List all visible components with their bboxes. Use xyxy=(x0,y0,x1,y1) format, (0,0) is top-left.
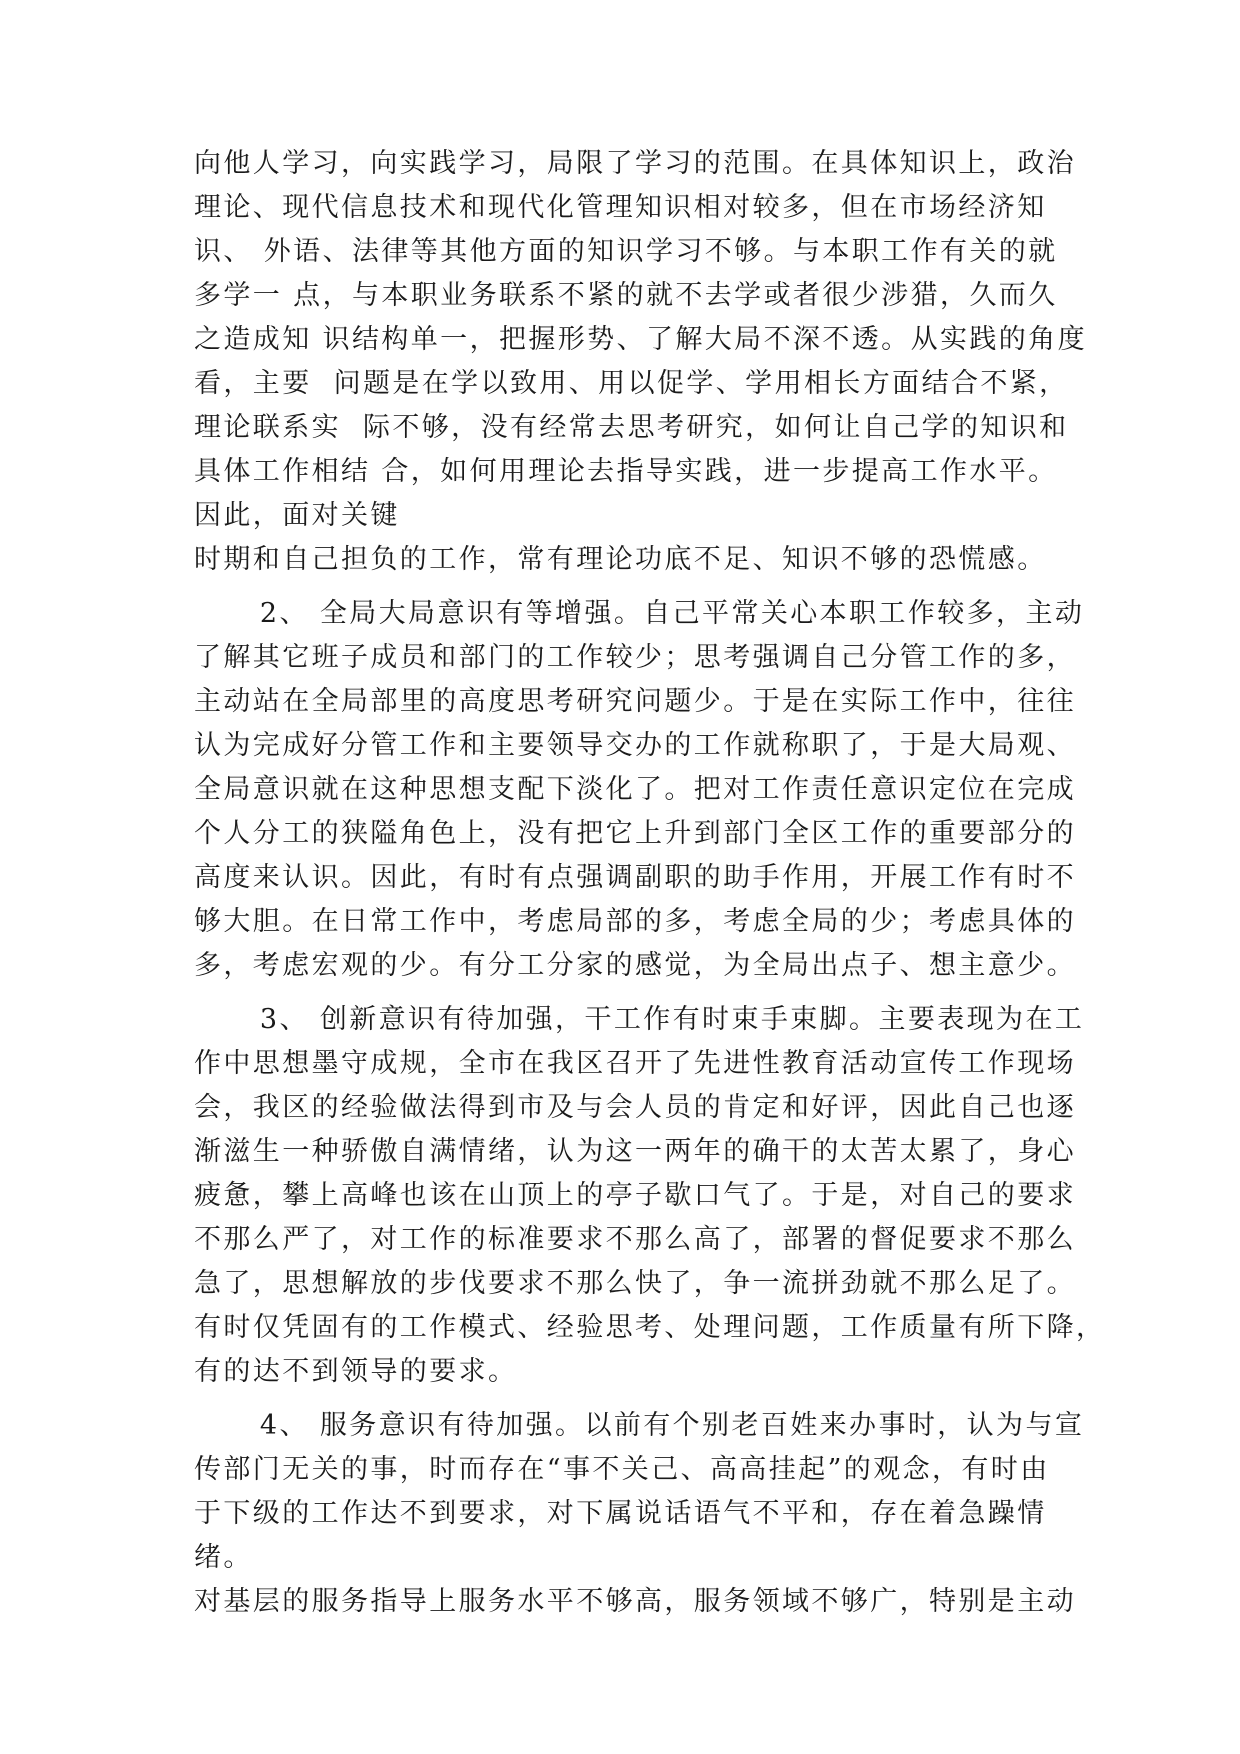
text-line: 高度来认识。因此，有时有点强调副职的助手作用，开展工作有时不 xyxy=(194,862,1076,893)
text-line: 会，我区的经验做法得到市及与会人员的肯定和好评，因此自己也逐 xyxy=(194,1092,1076,1123)
text-line: 作中思想墨守成规，全市在我区召开了先进性教育活动宣传工作现场 xyxy=(194,1048,1076,1079)
paragraph-4-start: 4、 服务意识有待加强。以前有个别老百姓来办事时，认为与宣 xyxy=(194,1410,1085,1441)
text-line: 多学一 点，与本职业务联系不紧的就不去学或者很少涉猎，久而久 xyxy=(194,280,1058,311)
text-line: 有时仅凭固有的工作模式、经验思考、处理问题，工作质量有所下降， xyxy=(194,1312,1106,1343)
text-line: 个人分工的狭隘角色上，没有把它上升到部门全区工作的重要部分的 xyxy=(194,818,1076,849)
text-line: 向他人学习，向实践学习，局限了学习的范围。在具体知识上，政治 xyxy=(194,148,1076,179)
text-line: 于下级的工作达不到要求，对下属说话语气不平和，存在着急躁情 xyxy=(194,1498,1047,1529)
text-line: 了解其它班子成员和部门的工作较少；思考强调自己分管工作的多， xyxy=(194,642,1076,673)
text-line: 具体工作相结 合，如何用理论去指导实践，进一步提高工作水平。 xyxy=(194,456,1058,487)
text-line: 识、 外语、法律等其他方面的知识学习不够。与本职工作有关的就 xyxy=(194,236,1058,267)
text-line: 渐滋生一种骄傲自满情绪，认为这一两年的确干的太苦太累了，身心 xyxy=(194,1136,1076,1167)
text-line: 理论联系实 际不够，没有经常去思考研究，如何让自己学的知识和 xyxy=(194,412,1069,443)
text-line: 之造成知 识结构单一，把握形势、了解大局不深不透。从实践的角度 xyxy=(194,324,1087,355)
text-line: 因此，面对关键 xyxy=(194,500,400,531)
paragraph-3-start: 3、 创新意识有待加强，干工作有时束手束脚。主要表现为在工 xyxy=(194,1004,1085,1035)
text-line: 对基层的服务指导上服务水平不够高，服务领域不够广，特别是主动 xyxy=(194,1586,1076,1617)
text-line: 主动站在全局部里的高度思考研究问题少。于是在实际工作中，往往 xyxy=(194,686,1076,717)
text-line: 急了，思想解放的步伐要求不那么快了，争一流拼劲就不那么足了。 xyxy=(194,1268,1076,1299)
text-line: 传部门无关的事，时而存在“事不关己、高高挂起”的观念，有时由 xyxy=(194,1454,1050,1485)
body-text xyxy=(194,142,1106,1624)
text-line: 够大胆。在日常工作中，考虑局部的多，考虑全局的少；考虑具体的 xyxy=(194,906,1076,937)
text-line: 时期和自己担负的工作，常有理论功底不足、知识不够的恐慌感。 xyxy=(194,544,1047,575)
text-line: 绪。 xyxy=(194,1542,253,1573)
text-line: 疲惫，攀上高峰也该在山顶上的亭子歇口气了。于是，对自己的要求 xyxy=(194,1180,1076,1211)
text-line: 多，考虑宏观的少。有分工分家的感觉，为全局出点子、想主意少。 xyxy=(194,950,1076,981)
text-line: 有的达不到领导的要求。 xyxy=(194,1356,518,1387)
text-line: 不那么严了，对工作的标准要求不那么高了，部署的督促要求不那么 xyxy=(194,1224,1076,1255)
text-line: 看，主要 问题是在学以致用、用以促学、学用相长方面结合不紧， xyxy=(194,368,1069,399)
paragraph-2-start: 2、 全局大局意识有等增强。自己平常关心本职工作较多，主动 xyxy=(194,598,1085,629)
text-line: 理论、现代信息技术和现代化管理知识相对较多，但在市场经济知 xyxy=(194,192,1047,223)
text-line: 全局意识就在这种思想支配下淡化了。把对工作责任意识定位在完成 xyxy=(194,774,1076,805)
text-line: 认为完成好分管工作和主要领导交办的工作就称职了，于是大局观、 xyxy=(194,730,1076,761)
